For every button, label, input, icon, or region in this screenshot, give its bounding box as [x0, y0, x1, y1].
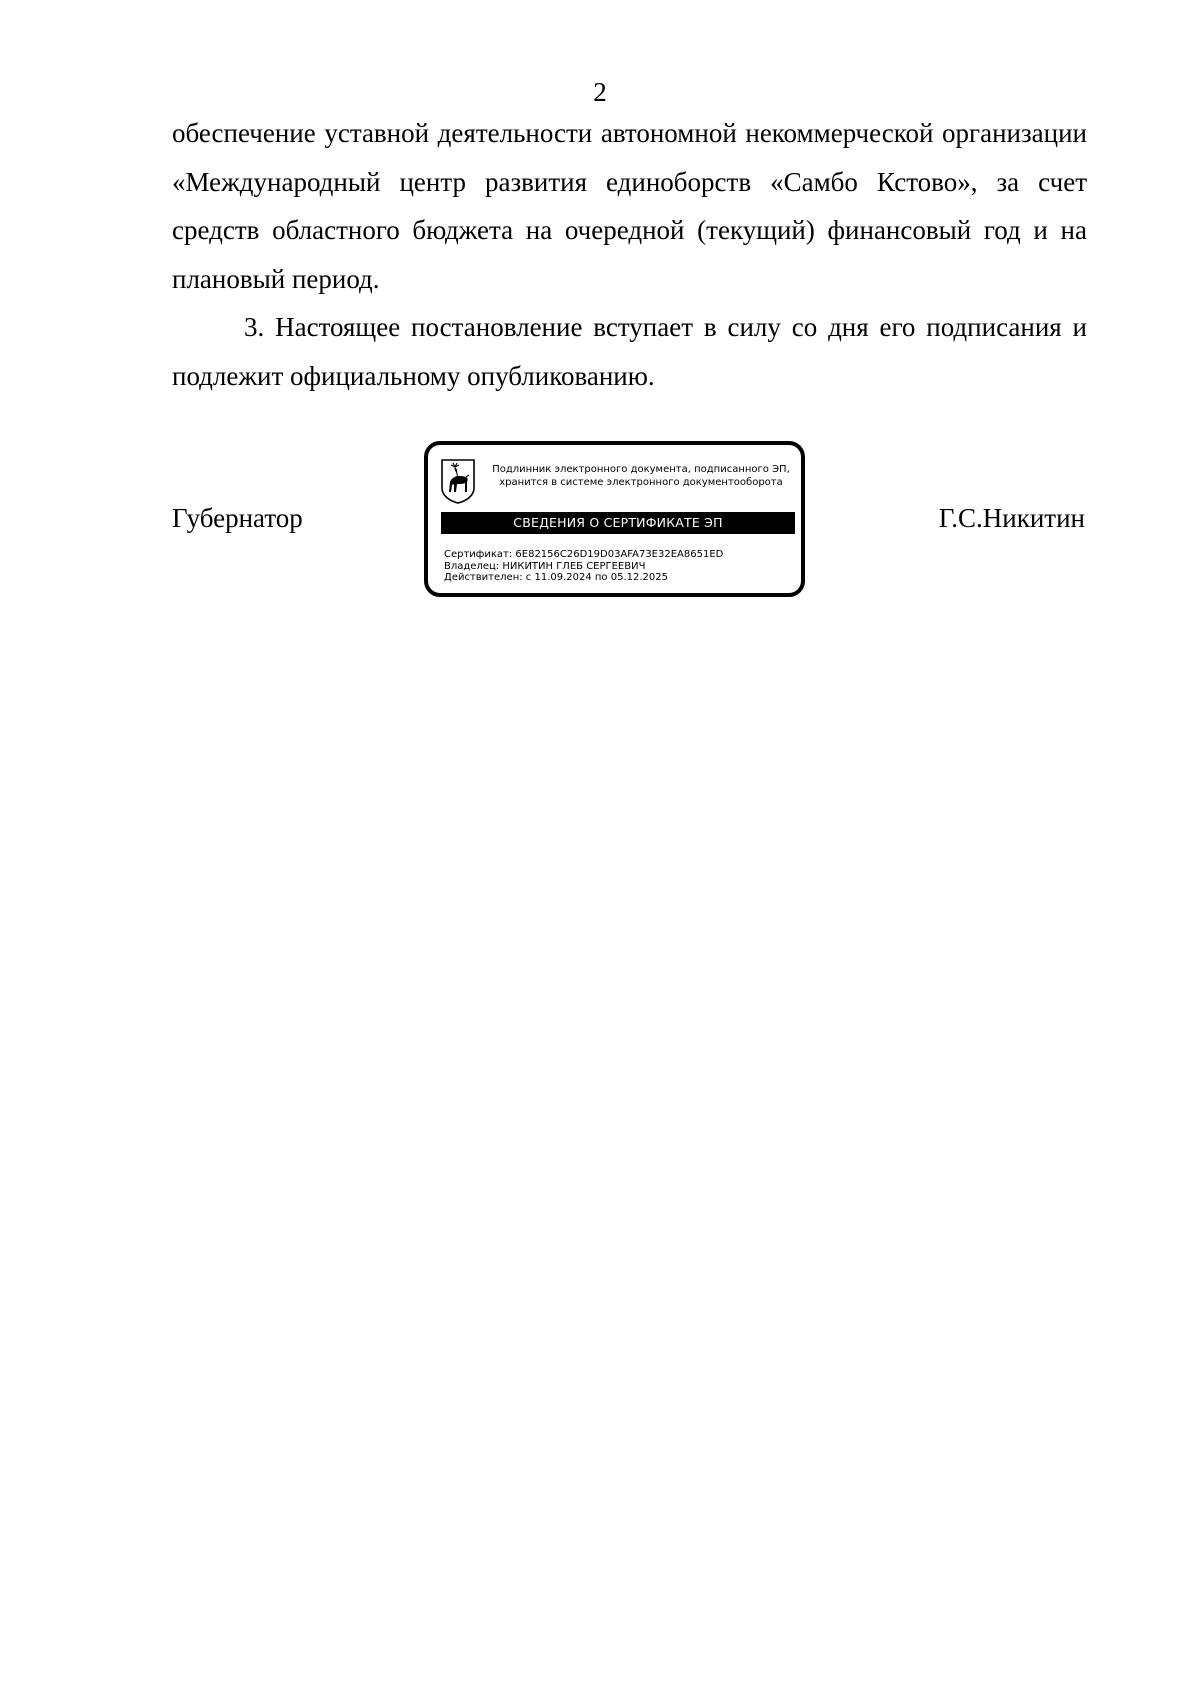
certificate-owner: Владелец: НИКИТИН ГЛЕБ СЕРГЕЕВИЧ: [444, 560, 646, 572]
certificate-serial: Сертификат: 6E82156C26D19D03AFA73E32EA8651ED: [444, 549, 724, 560]
stamp-title: СВЕДЕНИЯ О СЕРТИФИКАТЕ ЭП: [441, 512, 795, 534]
signatory-position: Губернатор: [172, 503, 303, 533]
signatory-name: Г.С.Никитин: [938, 503, 1085, 533]
electronic-signature-stamp: [424, 441, 805, 597]
certificate-details: [444, 549, 794, 584]
document-body: [172, 109, 1087, 400]
certificate-validity: Действителен: с 11.09.2024 по 05.12.2025: [444, 572, 668, 583]
stamp-caption-line: Подлинник электронного документа, подписанного ЭП,: [492, 464, 790, 475]
deer-coat-of-arms-icon: [440, 458, 476, 504]
paragraph-continuation: обеспечение уставной деятельности автономной некоммерческой организации «Международный центр развития единоборств «Самбо Кстово», за счет средств областного бюджета на очередной (текущий) финансовый год и на плановый период.: [172, 118, 1087, 294]
page-number: 2: [593, 77, 607, 107]
stamp-caption-line: хранится в системе электронного документооборота: [499, 476, 783, 488]
paragraph-item-3: 3. Настоящее постановление вступает в силу со дня его подписания и подлежит официальному опубликованию.: [172, 312, 1087, 391]
stamp-caption: [478, 464, 804, 489]
